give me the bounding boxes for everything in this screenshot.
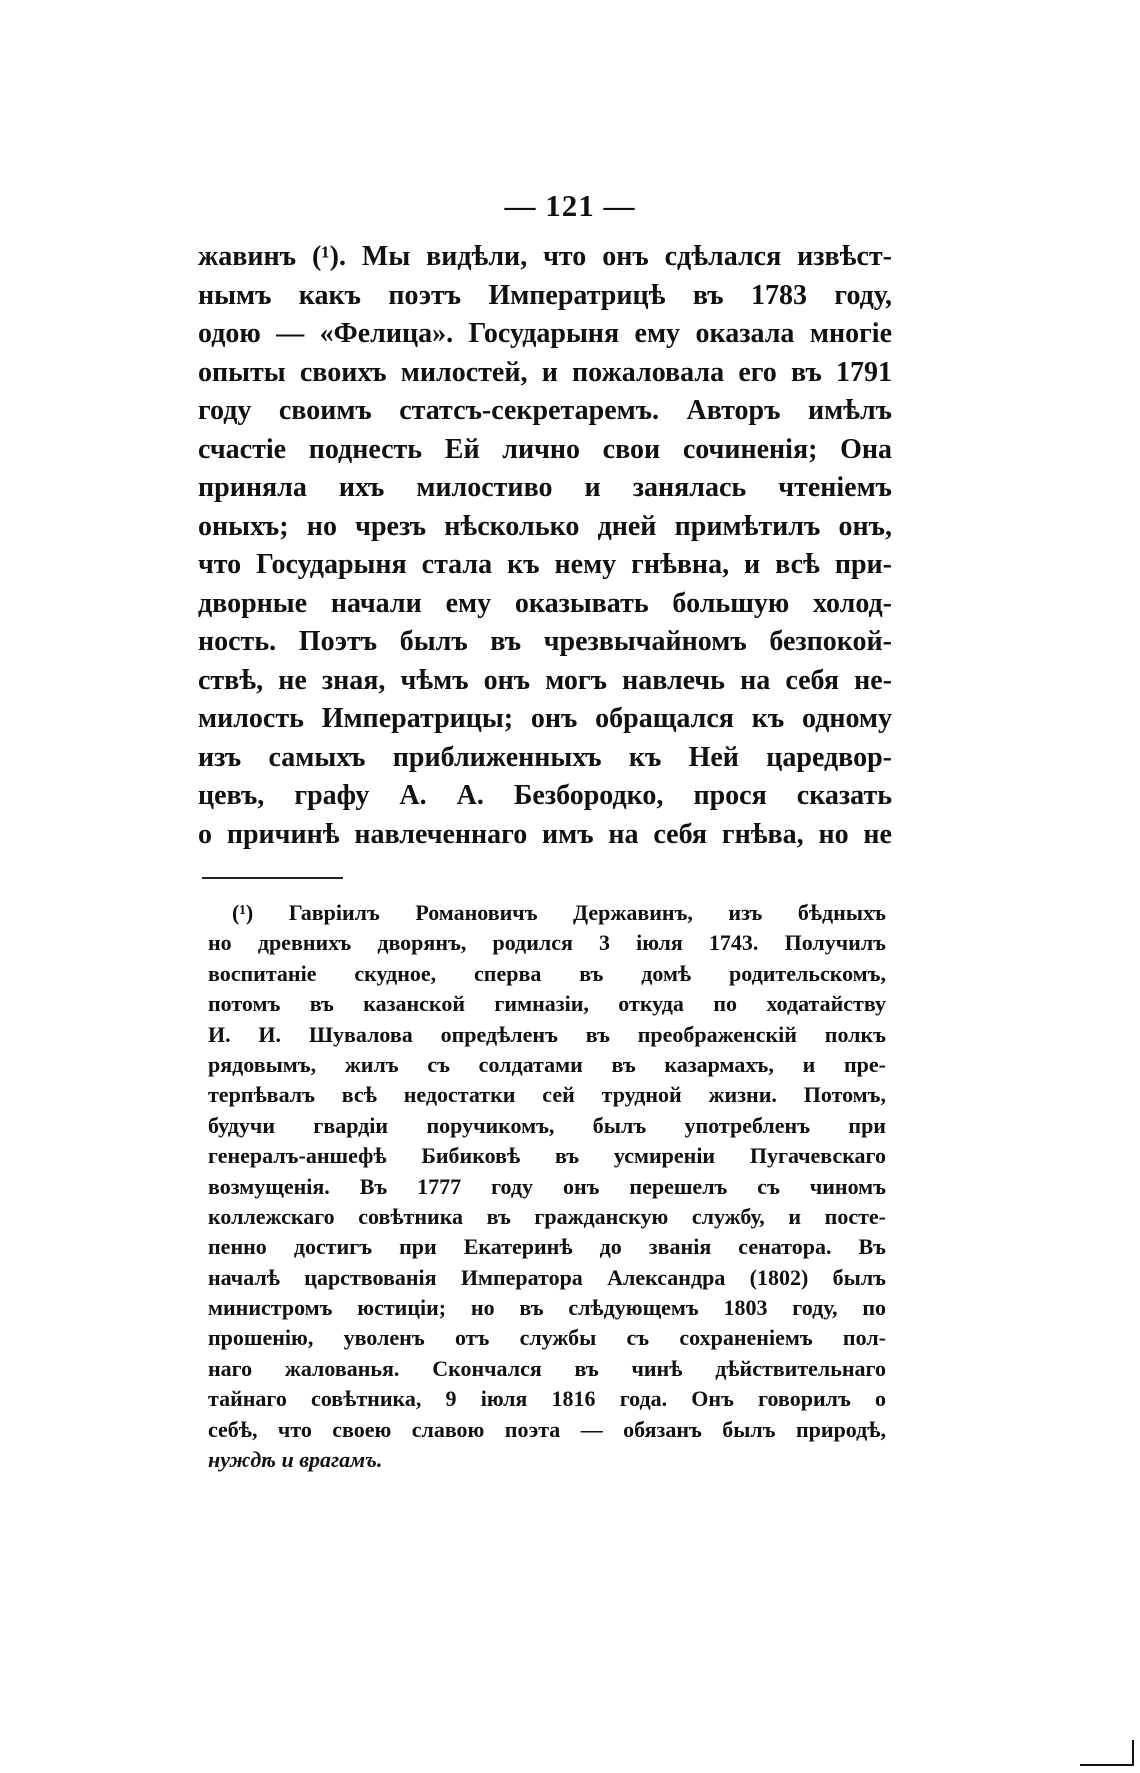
footnote-line: потомъ въ казанской гимназіи, откуда по ходатайству [208,991,886,1017]
main-text-line: счастіе поднесть Ей лично свои сочиненія; Она [198,433,892,465]
main-text-line: дворные начали ему оказывать большую холод- [198,587,892,619]
main-text-line: ствѣ, не зная, чѣмъ онъ могъ навлечь на себя не- [198,664,892,696]
footnote [208,898,886,1475]
footnote-line: коллежскаго совѣтника въ гражданскую службу, и посте- [208,1203,886,1229]
footnote-line: рядовымъ, жилъ съ солдатами въ казармахъ, и пре- [208,1051,886,1077]
main-text-line: оныхъ; но чрезъ нѣсколько дней примѣтилъ онъ, [198,510,892,542]
footnote-line: терпѣвалъ всѣ недостатки сей трудной жизни. Потомъ, [208,1082,886,1108]
main-text-line: опыты своихъ милостей, и пожаловала его въ 1791 [198,356,892,388]
footnote-line: будучи гвардіи поручикомъ, былъ употребленъ при [208,1112,886,1138]
footnote-line: воспитаніе скудное, сперва въ домѣ родительскомъ, [208,960,886,986]
main-text-line: о причинѣ навлеченнаго имъ на себя гнѣва, но не [198,818,892,850]
footnote-line: пенно достигъ при Екатеринѣ до званія сенатора. Въ [208,1234,886,1260]
footnote-line: И. И. Шувалова опредѣленъ въ преображенскій полкъ [208,1021,886,1047]
footnote-line: возмущенія. Въ 1777 году онъ перешелъ съ чиномъ [208,1173,886,1199]
footnote-line: нуждѣ и врагамъ. [208,1447,383,1473]
footnote-line: прошенію, уволенъ отъ службы съ сохраненіемъ пол- [208,1325,886,1351]
main-text-line: году своимъ статсъ-секретаремъ. Авторъ имѣлъ [198,395,892,426]
main-text-line: одою — «Фелица». Государыня ему оказала многіе [198,318,892,349]
main-text-line: цевъ, графу А. А. Безбородко, прося сказать [198,780,892,811]
main-text-body [198,238,892,854]
main-text-line: приняла ихъ милостиво и занялась чтеніемъ [198,472,892,503]
footnote-line: началѣ царствованія Императора Александра (1802) былъ [208,1264,886,1290]
footnote-line: себѣ, что своею славою поэта — обязанъ былъ природѣ, [208,1416,886,1442]
main-text-line: нымъ какъ поэтъ Императрицѣ въ 1783 году, [198,279,892,311]
footnote-line: но древнихъ дворянъ, родился 3 іюля 1743. Получилъ [208,930,886,956]
footnote-line: тайнаго совѣтника, 9 іюля 1816 года. Онъ говорилъ о [208,1386,886,1412]
main-text-line: ность. Поэтъ былъ въ чрезвычайномъ безпокой- [198,626,892,657]
footnote-line: (¹) Гавріилъ Романовичъ Державинъ, изъ бѣдныхъ [232,900,886,925]
footnote-line: наго жалованья. Скончался въ чинѣ дѣйствительнаго [208,1355,886,1381]
main-text-line: жавинъ (¹). Мы видѣли, что онъ сдѣлался извѣст- [198,241,892,272]
main-text-line: изъ самыхъ приближенныхъ къ Ней царедвор- [198,741,892,773]
main-text-line: милость Императрицы; онъ обращался къ одному [198,703,892,734]
footnote-separator-rule [202,877,343,879]
footnote-line: министромъ юстиціи; но въ слѣдующемъ 1803 году, по [208,1295,886,1321]
scan-corner-mark [1080,1740,1134,1766]
main-text-line: что Государыня стала къ нему гнѣвна, и всѣ при- [198,549,892,580]
footnote-line: генералъ-аншефѣ Бибиковѣ въ усмиреніи Пугачевскаго [208,1143,886,1169]
page-number: — 121 — [504,188,636,223]
